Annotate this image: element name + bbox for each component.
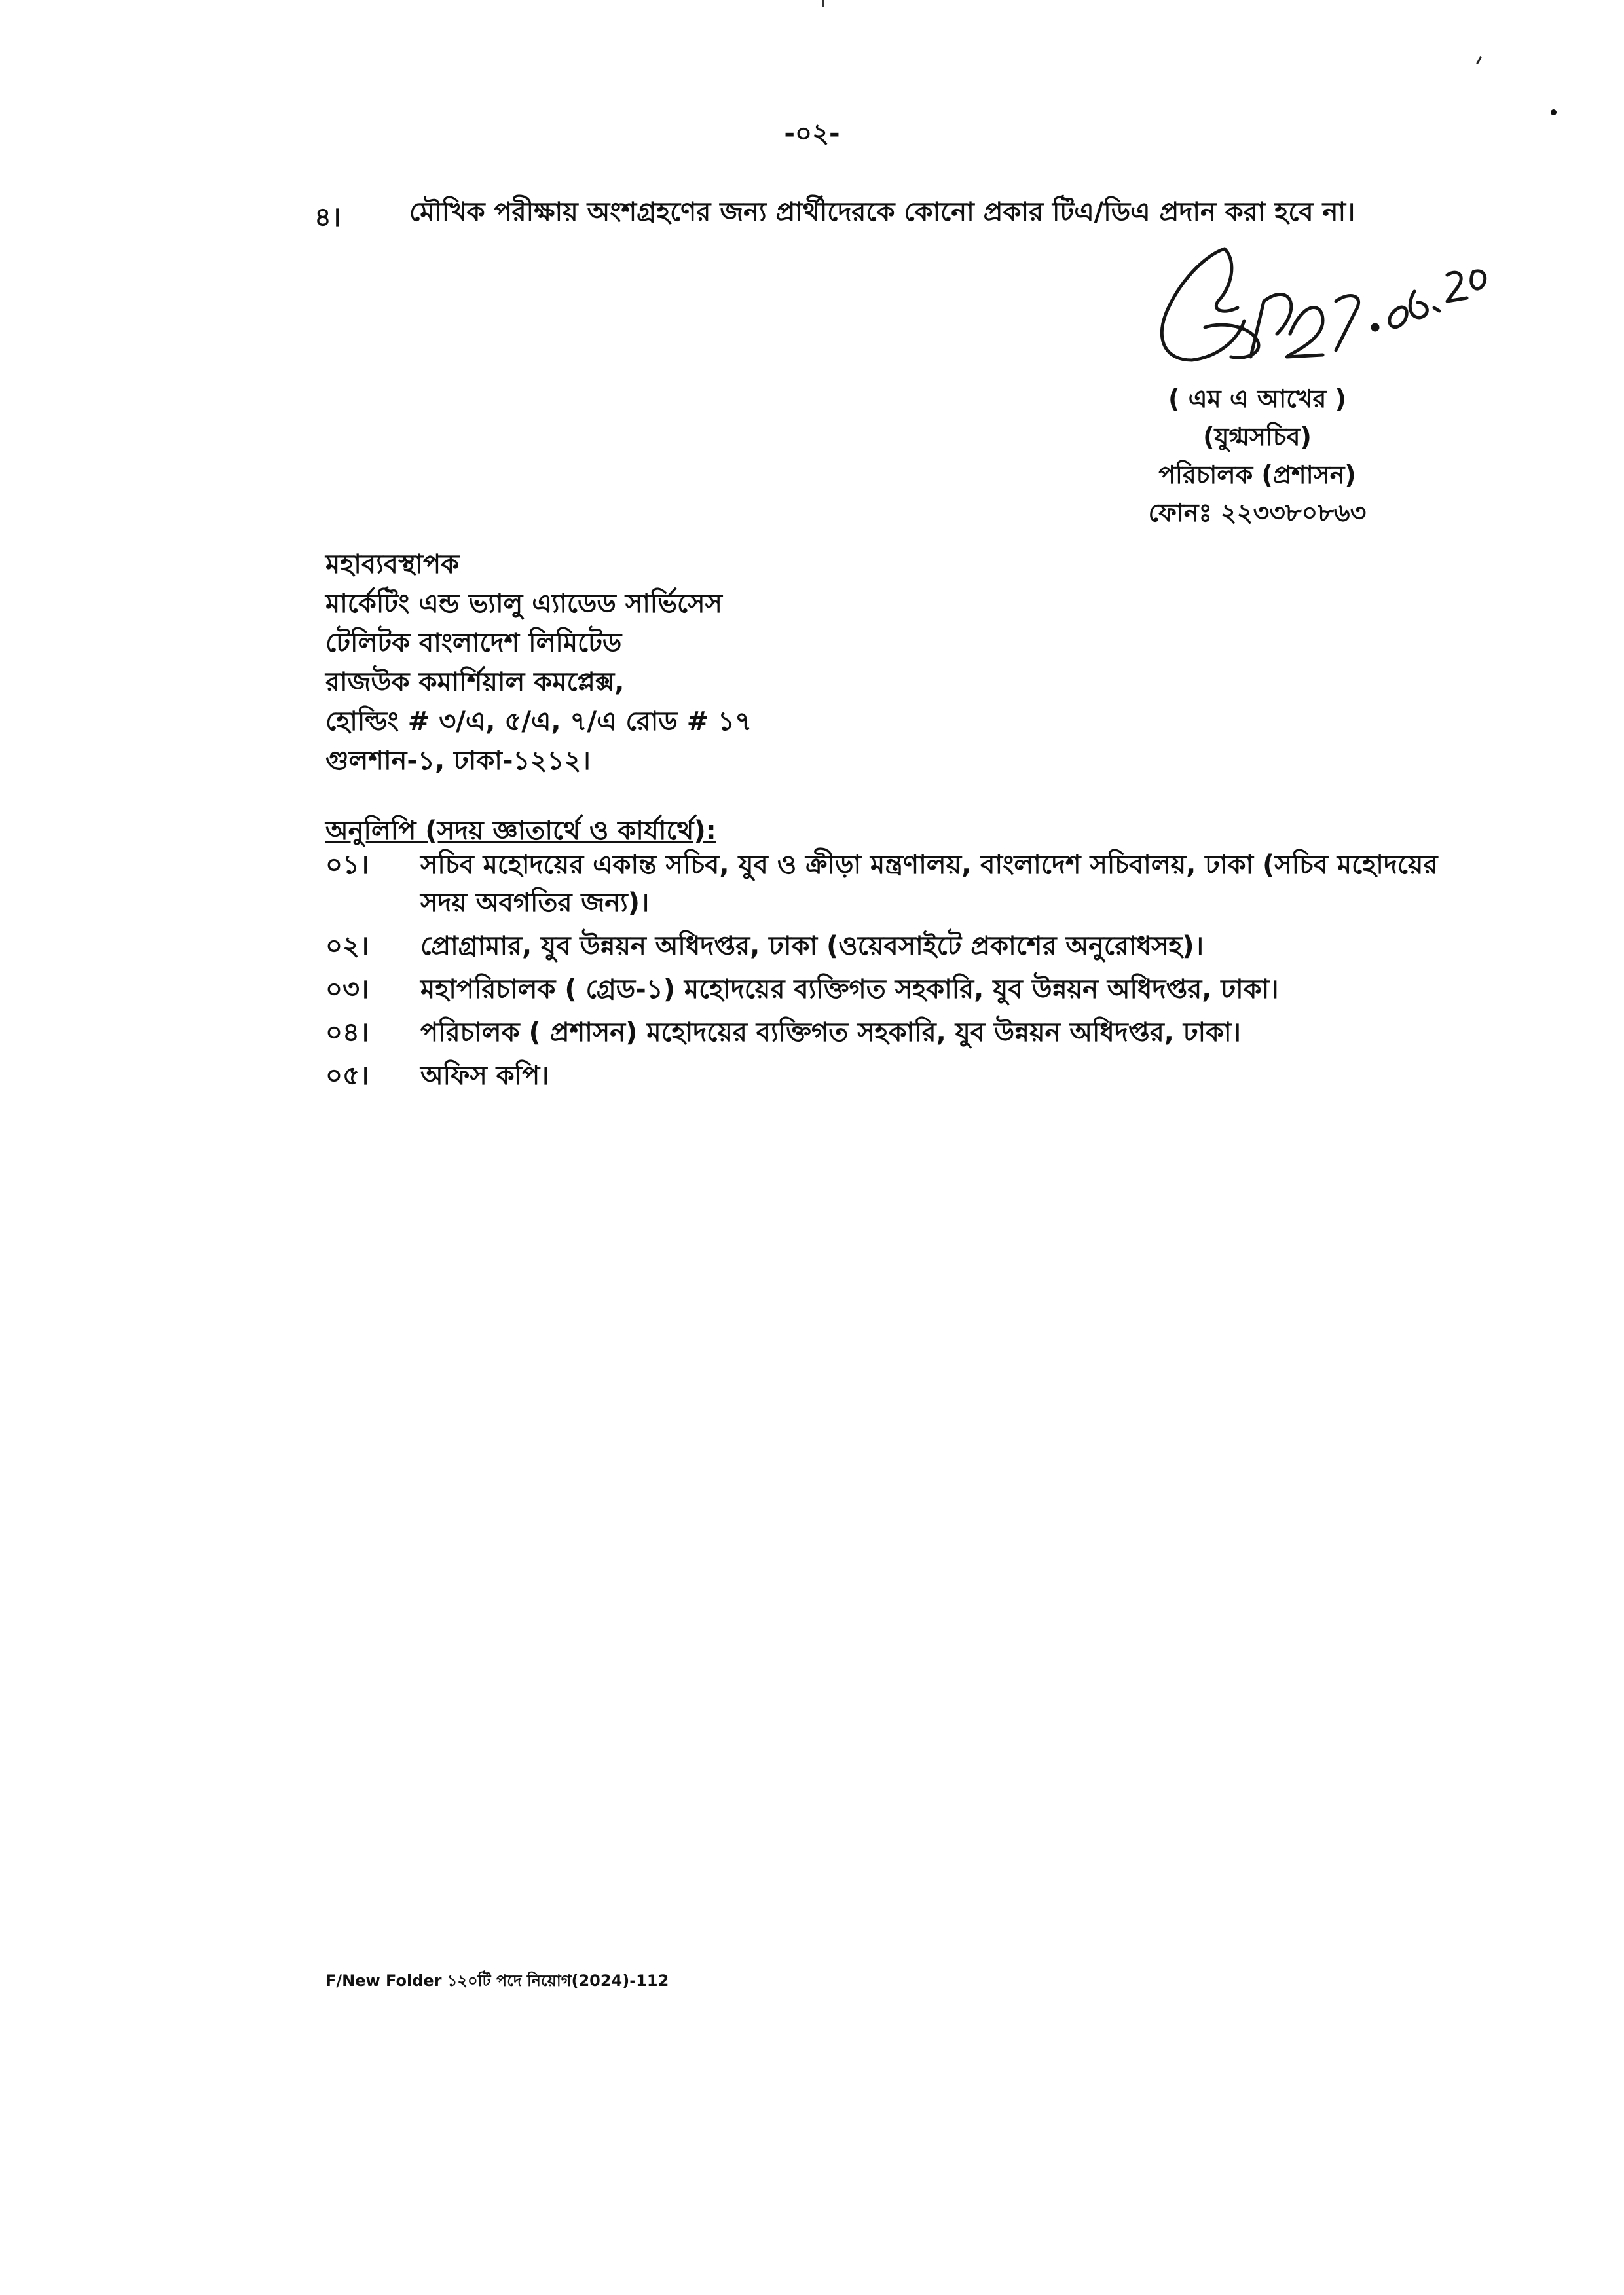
recipient-line: রাজউক কমার্শিয়াল কমপ্লেক্স, (325, 667, 625, 697)
signatory-designation: পরিচালক (প্রশাসন) (1158, 460, 1356, 489)
copy-text: অফিস কপি। (420, 1061, 549, 1091)
recipient-line: মহাব্যবস্থাপক (325, 549, 460, 579)
recipient-line: গুলশান-১, ঢাকা-১২১২। (325, 746, 591, 776)
copy-number: ০৪। (325, 1018, 369, 1048)
item-text: মৌখিক পরীক্ষায় অংশগ্রহণের জন্য প্রার্থীদেরকে কোনো প্রকার টিএ/ডিএ প্রদান করা হবে না। (409, 197, 1356, 227)
recipient-line: টেলিটক বাংলাদেশ লিমিটেড (325, 628, 622, 658)
copy-text: মহাপরিচালক ( গ্রেড-১) মহোদয়ের ব্যক্তিগত সহকারি, যুব উন্নয়ন অধিদপ্তর, ঢাকা। (420, 974, 1279, 1004)
copy-item (325, 927, 1452, 965)
copy-item (325, 1057, 1452, 1095)
signatory-rank: (যুগ্মসচিব) (1203, 422, 1312, 451)
signatory-phone: ফোনঃ ২২৩৩৮০৮৬৩ (1148, 498, 1367, 527)
recipient-line: হোল্ডিং # ৩/এ, ৫/এ, ৭/এ রোড # ১৭ (325, 707, 752, 737)
file-path-footer: F/New Folder ১২০টি পদে নিয়োগ(2024)-112 (325, 1972, 669, 1990)
copy-text: সচিব মহোদয়ের একান্ত সচিব, যুব ও ক্রীড়া মন্ত্রণালয়, বাংলাদেশ সচিবালয়, ঢাকা (সচিব মহোদয়ের সদয় অবগতির জন্য)। (420, 850, 1438, 918)
copy-number: ০২। (325, 931, 369, 961)
signatory-block (1074, 380, 1441, 532)
page-number: -০২- (784, 119, 840, 149)
copy-number: ০৩। (325, 974, 369, 1004)
recipient-address (325, 545, 752, 780)
item-number: ৪। (314, 202, 341, 232)
copy-item (325, 1014, 1452, 1052)
copy-text: প্রোগ্রামার, যুব উন্নয়ন অধিদপ্তর, ঢাকা (ওয়েবসাইটে প্রকাশের অনুরোধসহ)। (420, 931, 1204, 961)
copy-list (325, 846, 1452, 1100)
copy-number: ০৫। (325, 1061, 369, 1091)
copy-item (325, 970, 1452, 1008)
recipient-line: মার্কেটিং এন্ড ভ্যালু এ্যাডেড সার্ভিসেস (325, 589, 722, 619)
scan-mark (1476, 56, 1482, 64)
copies-heading: অনুলিপি (সদয় জ্ঞাতার্থে ও কার্যার্থে): (325, 816, 716, 846)
signatory-name: ( এম এ আখের ) (1168, 384, 1347, 413)
copy-number: ০১। (325, 850, 369, 880)
handwritten-signature (1126, 229, 1493, 380)
copy-item (325, 846, 1452, 922)
copy-text: পরিচালক ( প্রশাসন) মহোদয়ের ব্যক্তিগত সহকারি, যুব উন্নয়ন অধিদপ্তর, ঢাকা। (420, 1018, 1241, 1048)
scan-mark (822, 0, 824, 7)
